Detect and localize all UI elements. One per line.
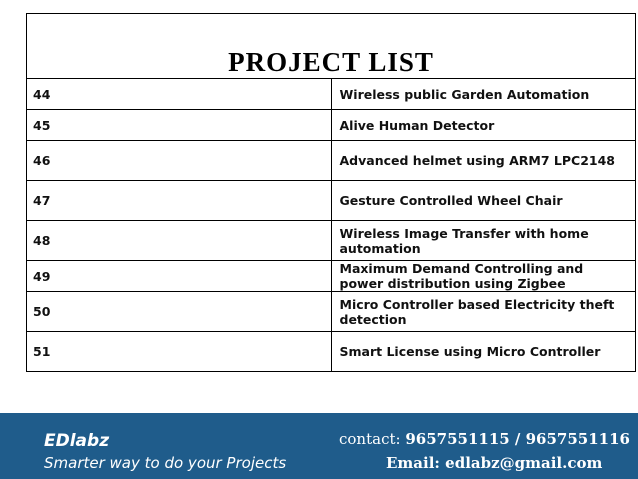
page-title: PROJECT LIST bbox=[27, 14, 636, 79]
project-number: 44 bbox=[27, 79, 332, 110]
project-name: Smart License using Micro Controller bbox=[331, 332, 636, 372]
project-name: Gesture Controlled Wheel Chair bbox=[331, 181, 636, 221]
project-name: Micro Controller based Electricity theft detection bbox=[331, 292, 636, 332]
title-row bbox=[27, 14, 636, 79]
project-name: Alive Human Detector bbox=[331, 110, 636, 141]
project-number: 46 bbox=[27, 141, 332, 181]
project-number: 47 bbox=[27, 181, 332, 221]
contact-phones bbox=[339, 430, 630, 448]
table-row bbox=[27, 261, 636, 292]
project-name: Advanced helmet using ARM7 LPC2148 bbox=[331, 141, 636, 181]
table-row bbox=[27, 110, 636, 141]
table-row bbox=[27, 332, 636, 372]
project-name: Maximum Demand Controlling and power distribution using Zigbee bbox=[331, 261, 636, 292]
project-name: Wireless public Garden Automation bbox=[331, 79, 636, 110]
project-table bbox=[26, 13, 636, 372]
contact-email: Email: edlabz@gmail.com bbox=[386, 454, 603, 472]
contact-label: contact: bbox=[339, 430, 406, 448]
project-table-container bbox=[26, 13, 636, 372]
project-number: 51 bbox=[27, 332, 332, 372]
brand-tagline: Smarter way to do your Projects bbox=[44, 454, 287, 472]
table-row bbox=[27, 292, 636, 332]
project-name: Wireless Image Transfer with home automation bbox=[331, 221, 636, 261]
footer-banner bbox=[0, 413, 638, 479]
project-number: 45 bbox=[27, 110, 332, 141]
project-number: 48 bbox=[27, 221, 332, 261]
project-number: 49 bbox=[27, 261, 332, 292]
project-number: 50 bbox=[27, 292, 332, 332]
table-row bbox=[27, 221, 636, 261]
table-row bbox=[27, 181, 636, 221]
phone-numbers: 9657551115 / 9657551116 bbox=[405, 430, 630, 448]
table-row bbox=[27, 79, 636, 110]
brand-name: EDlabz bbox=[44, 431, 110, 451]
table-row bbox=[27, 141, 636, 181]
